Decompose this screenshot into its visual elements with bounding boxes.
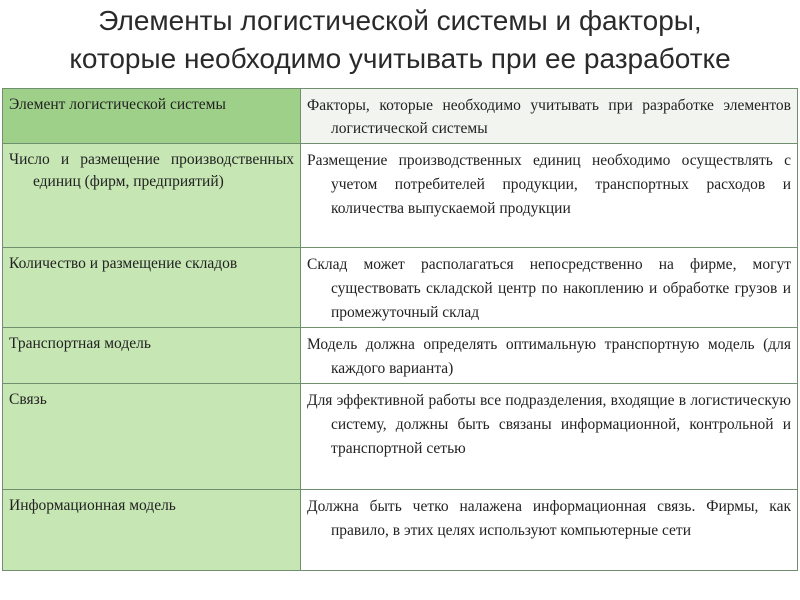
title-line-1: Элементы логистической системы и факторы, bbox=[98, 5, 702, 36]
slide-title bbox=[0, 0, 800, 78]
table-row bbox=[3, 143, 797, 247]
factors-cell: Модель должна определять оптимальную транспортную модель (для каждого варианта) bbox=[301, 328, 797, 383]
element-cell: Количество и размещение складов bbox=[3, 248, 301, 327]
factors-cell: Для эффективной работы все подразделения, входящие в логистическую систему, должны быть связаны информационной, контрольной и транспортной сетью bbox=[301, 384, 797, 489]
table-row bbox=[3, 489, 797, 570]
element-cell: Число и размещение производственных единиц (фирм, предприятий) bbox=[3, 144, 301, 247]
table-row bbox=[3, 247, 797, 327]
table-header-row bbox=[3, 89, 797, 143]
table-row bbox=[3, 383, 797, 489]
table-row bbox=[3, 327, 797, 383]
title-line-2: которые необходимо учитывать при ее разработке bbox=[69, 43, 731, 74]
element-cell: Связь bbox=[3, 384, 301, 489]
element-cell: Информационная модель bbox=[3, 490, 301, 570]
factors-cell: Склад может располагаться непосредственно на фирме, могут существовать складской центр по накоплению и обработке грузов и промежуточный склад bbox=[301, 248, 797, 327]
factors-cell: Размещение производственных единиц необходимо осуществлять с учетом потребителей продукции, транспортных расходов и количества выпускаемой продукции bbox=[301, 144, 797, 247]
element-cell: Транспортная модель bbox=[3, 328, 301, 383]
header-element-cell: Элемент логистической системы bbox=[3, 89, 301, 143]
header-factors-cell: Факторы, которые необходимо учитывать при разработке элементов логистической системы bbox=[301, 89, 797, 143]
logistics-table bbox=[2, 88, 798, 571]
factors-cell: Должна быть четко налажена информационная связь. Фирмы, как правило, в этих целях используют компьютерные сети bbox=[301, 490, 797, 570]
